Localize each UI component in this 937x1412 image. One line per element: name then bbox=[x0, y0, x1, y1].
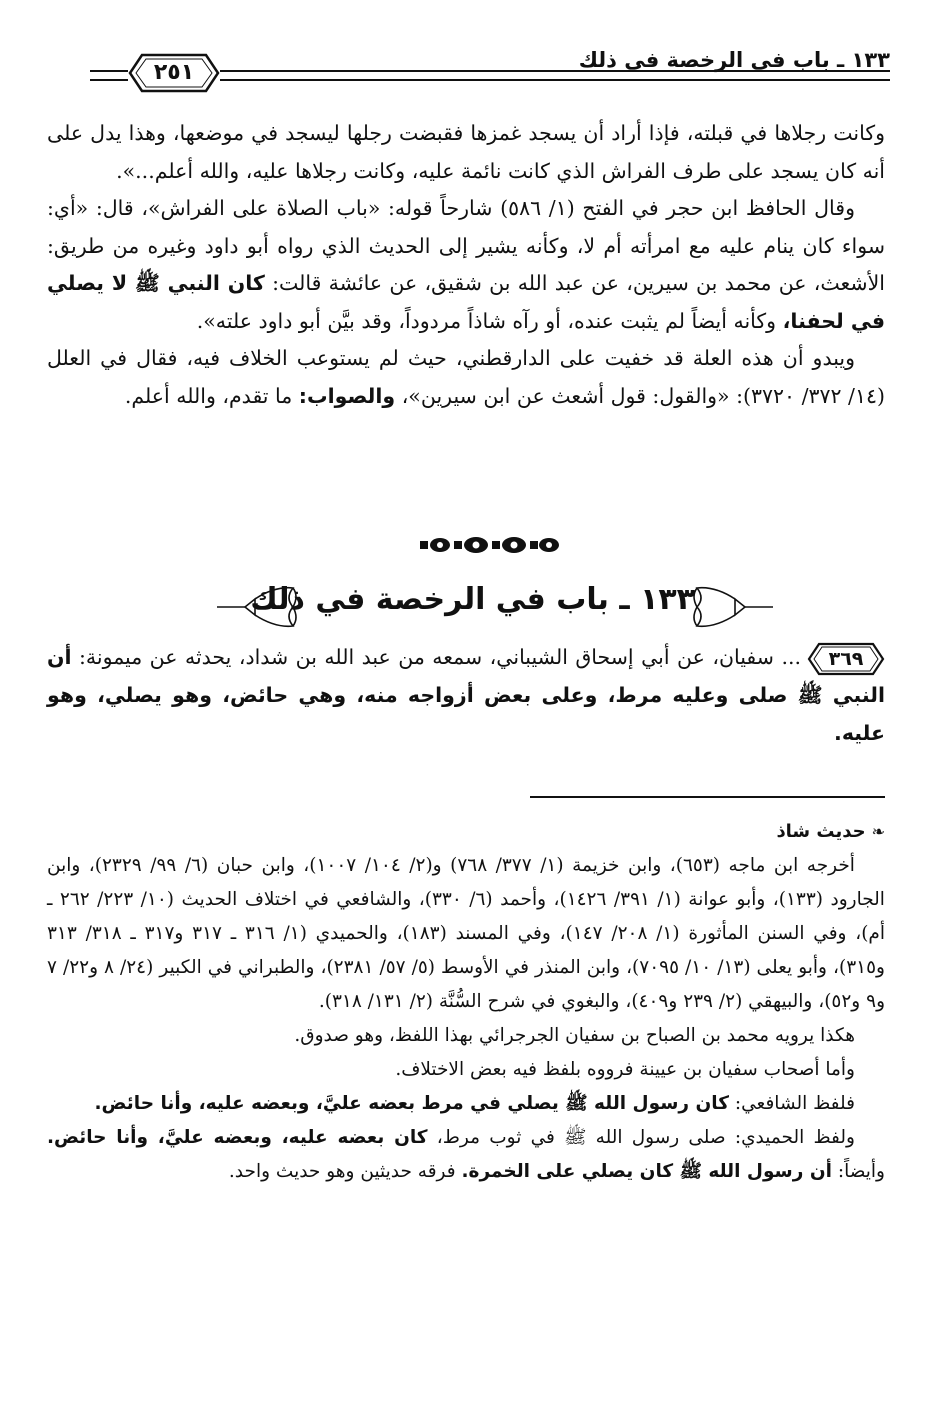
footnote-takhrij bbox=[47, 849, 885, 1019]
footnote-separator bbox=[530, 796, 885, 798]
paragraph-3-text-b: ما تقدم، والله أعلم. bbox=[124, 383, 293, 408]
footnote-line-4-text: فلفظ الشافعي: bbox=[734, 1093, 855, 1114]
hadith-paragraph bbox=[47, 638, 885, 752]
running-title: ١٣٣ ـ باب في الرخصة في ذلك bbox=[578, 48, 890, 72]
footnote-line-4-bold: كان رسول الله ﷺ يصلي في مرط بعضه عليَّ، وبعضه عليه، وأنا حائض. bbox=[94, 1093, 729, 1114]
footnote-heading-line bbox=[47, 815, 885, 849]
ornament-bullet-icon: ❧ bbox=[871, 822, 885, 841]
paragraph-1-text: وكانت رجلاها في قبلته، فإذا أراد أن يسجد غمزها فقبضت رجلها ليسجد في موضعها، وهذا يدل على أنه كان يسجد على طرف الفراش الذي كانت نائمة عليه، وكانت رجلاها عليه، والله أعلم...». bbox=[47, 121, 885, 183]
paragraph-2 bbox=[47, 190, 885, 340]
page-number-frame bbox=[128, 52, 220, 94]
paragraph-1 bbox=[47, 115, 885, 190]
footnote-line-5-text-b: وأيضاً: bbox=[837, 1161, 885, 1182]
paragraph-3-text-a: ويبدو أن هذه العلة قد خفيت على الدارقطني، حيث لم يستوعب الخلاف فيه، فقال في العلل (١٤/ ٣٧٢/ ٣٧٢٠): «والقول: قول أشعث عن ابن سيرين»، bbox=[47, 346, 885, 408]
hadith-number: ٣٦٩ bbox=[828, 647, 864, 670]
chapter-heading bbox=[215, 578, 775, 636]
footnote-line-5-text-a: ولفظ الحميدي: صلى رسول الله ﷺ في ثوب مرط، bbox=[436, 1127, 855, 1148]
paragraph-3 bbox=[47, 340, 885, 415]
footnote-line-3 bbox=[47, 1053, 885, 1087]
paragraph-2-quote: كان النبي ﷺ لا يصلي في لحفنا، bbox=[47, 271, 885, 333]
footnote-line-5-bold-2: أن رسول الله ﷺ كان يصلي على الخمرة. bbox=[461, 1161, 832, 1182]
footnote-line-2 bbox=[47, 1019, 885, 1053]
hadith-matn: أن النبي ﷺ صلى وعليه مرط، وعلى بعض أزواجه منه، وهي حائض، وهو يصلي، وهو عليه. bbox=[47, 645, 885, 745]
hadith-block bbox=[47, 638, 885, 752]
footnotes bbox=[47, 815, 885, 1189]
footnote-heading: حديث شاذ bbox=[776, 821, 866, 842]
footnote-line-5-text-c: فرقه حديثين وهو حديث واحد. bbox=[228, 1161, 456, 1182]
running-header bbox=[90, 40, 890, 100]
footnote-line-5-bold-1: كان بعضه عليه، وبعضه عليَّ، وأنا حائض. bbox=[47, 1127, 428, 1148]
page-number: ٢٥١ bbox=[153, 60, 195, 85]
paragraph-2-text-b: وكأنه أيضاً لم يثبت عنده، أو رآه شاذاً مردوداً، وقد بيَّن أبو داود علته». bbox=[196, 308, 777, 333]
footnote-takhrij-text: أخرجه ابن ماجه (٦٥٣)، وابن خزيمة (١/ ٣٧٧/ ٧٦٨) و(٢/ ١٠٤/ ١٠٠٧)، وابن حبان (٦/ ٩٩/ ٢٣٢٩)، وابن الجارود (١٣٣)، وأبو عوانة (١/ ٣٩١/ ١٤٢٦)، وأحمد (٦/ ٣٣٠)، والشافعي في اختلاف الحديث (١٠/ ٢٢٣/ ٢٦٢ ـ أم)، وفي السنن المأثورة (١/ ٢٠٨/ ١٤٧)، وفي المسند (١٨٣)، والحميدي (١/ ٣١٦ ـ ٣١٧ و٣١٧ ـ ٣١٨/ ٣١٣ و٣١٥)، وأبو يعلى (١٣/ ١٠/ ٧٠٩٥)، وابن المنذر في الأوسط (٥/ ٥٧/ ٢٣٨١)، والطبراني في الكبير (٢٤/ ٨ و٢٢/ ٧ و٩ و٥٢)، والبيهقي (٢/ ٢٣٩ و٤٠٩)، والبغوي في شرح السُّنَّة (٢/ ١٣١/ ٣١٨). bbox=[47, 855, 886, 1012]
footnote-line-5 bbox=[47, 1121, 885, 1189]
footnote-line-3-text: وأما أصحاب سفيان بن عيينة فرووه بلفظ فيه بعض الاختلاف. bbox=[395, 1059, 855, 1080]
hadith-isnad: ... سفيان، عن أبي إسحاق الشيباني، سمعه من عبد الله بن شداد، يحدثه عن ميمونة: bbox=[79, 645, 801, 669]
footnote-line-2-text: هكذا يرويه محمد بن الصباح بن سفيان الجرجرائي بهذا اللفظ، وهو صدوق. bbox=[294, 1025, 855, 1046]
floral-ornament-icon bbox=[418, 535, 563, 555]
hadith-number-badge bbox=[807, 642, 885, 676]
paragraph-3-bold: والصواب: bbox=[298, 383, 396, 408]
chapter-title: ١٣٣ ـ باب في الرخصة في ذلك bbox=[250, 582, 695, 617]
footnote-line-4 bbox=[47, 1087, 885, 1121]
paragraph-2-text-a: وقال الحافظ ابن حجر في الفتح (١/ ٥٨٦) شارحاً قوله: «باب الصلاة على الفراش»، قال: «أي: سواء كان ينام عليه مع امرأته أم لا، وكأنه يشير إلى الحديث الذي رواه أبو داود وغيره من طريق: الأشعث، عن محمد بن سيرين، عن عبد الله بن شقيق، عن عائشة قالت: bbox=[47, 196, 885, 295]
body-text bbox=[47, 115, 885, 415]
